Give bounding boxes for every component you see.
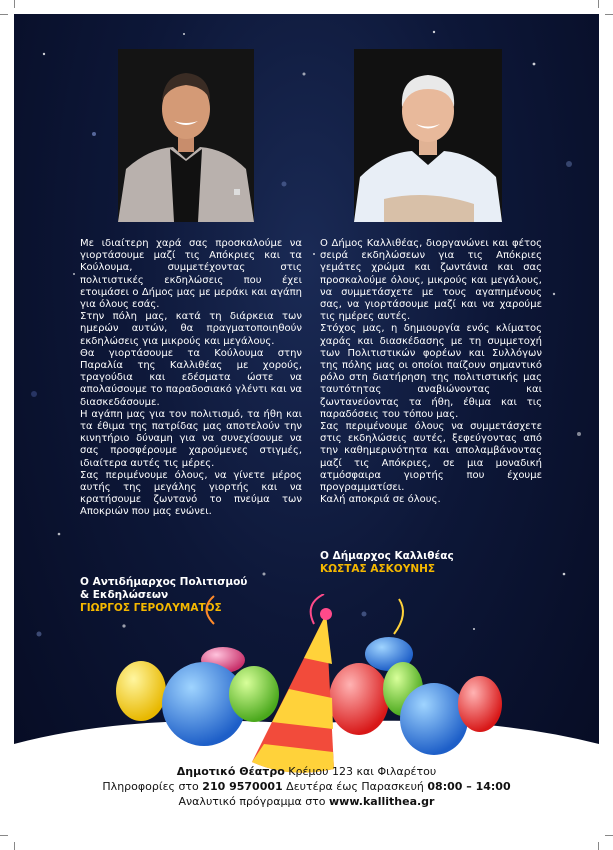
event-footer xyxy=(14,764,599,836)
message-paragraph: Η αγάπη μας για τον πολιτισμό, τα ήθη και τα έθιμα της πατρίδας μας αποτελούν την κινητήριο δύναμη για να συνεχίσουμε να σας προσφέρουμε χαρούμενες στιγμές, ιδιαίτερα αυτές τις μέρες. xyxy=(80,408,302,469)
phone-number: 210 9570001 xyxy=(202,780,283,793)
venue-address: Κρέμου 123 και Φιλαρέτου xyxy=(284,765,437,778)
signature-role: Ο Δήμαρχος Καλλιθέας xyxy=(320,550,454,562)
message-paragraph: Ο Δήμος Καλλιθέας, διοργανώνει και φέτος σειρά εκδηλώσεων για τις Απόκριες γεμάτες χρώμα και ζωντάνια και σας προσκαλούμε όλους, μικρούς και μεγάλους, να συμμετάσχετε με τους αγαπημένους σας, να γιορτάσουμε μαζί και να χαρούμε τις ημέρες αυτές. xyxy=(320,238,542,323)
crop-mark xyxy=(598,0,599,8)
crop-mark xyxy=(605,835,613,836)
venue-name: Δημοτικό Θέατρο xyxy=(176,765,285,778)
message-paragraph: Με ιδιαίτερη χαρά σας προσκαλούμε να γιορτάσουμε μαζί τις Απόκριες και τα Κούλουμα, συμμετέχοντας στις πολιτιστικές εκδηλώσεις που έχει ετοιμάσει ο Δήμος μας με μεράκι και αγάπη για όλους εσάς. xyxy=(80,238,302,311)
message-paragraph: Σας περιμένουμε όλους, να γίνετε μέρος αυτής της μεγάλης γιορτής και να κρατήσουμε ζωντανό το πνεύμα των Αποκριών που μας ενώνει. xyxy=(80,469,302,518)
message-paragraph: Στην πόλη μας, κατά τη διάρκεια των ημερών αυτών, θα πραγματοποιηθούν εκδηλώσεις για μικρούς και μεγάλους. xyxy=(80,311,302,347)
message-paragraph: Καλή αποκριά σε όλους. xyxy=(320,494,441,506)
website-link[interactable]: www.kallithea.gr xyxy=(329,795,435,808)
message-paragraph: Θα γιορτάσουμε τα Κούλουμα στην Παραλία της Καλλιθέας με χορούς, τραγούδια και εδέσματα ώστε να απολαύσουμε το παραδοσιακό γλέντι και να διασκεδάσουμε. xyxy=(80,347,302,408)
program-line xyxy=(14,794,599,809)
signature-role: Ο Αντιδήμαρχος Πολιτισμού xyxy=(80,576,248,588)
signature-role: & Εκδηλώσεων xyxy=(80,589,169,601)
crop-mark xyxy=(14,0,15,8)
flyer-page xyxy=(14,14,599,836)
office-hours: 08:00 – 14:00 xyxy=(427,780,511,793)
message-paragraph: Σας περιμένουμε όλους να συμμετάσχετε στις εκδηλώσεις αυτές, ξεφεύγοντας από την καθημερινότητα και απολαμβάνοντας μαζί τις Απόκριες, σε μια μοναδική ατμόσφαιρα γιορτής που έχουμε προγραμματίσει. xyxy=(320,421,542,494)
crop-mark xyxy=(605,14,613,15)
mayor-signature xyxy=(320,550,550,576)
crop-mark xyxy=(0,14,8,15)
message-paragraph: Στόχος μας, η δημιουργία ενός κλίματος χαράς και διασκέδασης με τη συμμετοχή των Πολιτιστικών φορέων και Συλλόγων της πόλης μας οι οποίοι παίζουν σημαντικό ρόλο στη διατήρηση της πολιτιστικής μας ταυτότητας αναβιώνοντας και ζωντανεύοντας τα ήθη, έθιμα και τις παραδόσεις του τόπου μας. xyxy=(320,323,542,420)
venue-line xyxy=(14,764,599,779)
info-days: Δευτέρα έως Παρασκευή xyxy=(282,780,428,793)
crop-mark xyxy=(14,842,15,850)
portrait-deputy-mayor xyxy=(118,49,254,222)
signature-name: ΚΩΣΤΑΣ ΑΣΚΟΥΝΗΣ xyxy=(320,563,436,575)
info-label: Πληροφορίες στο xyxy=(102,780,203,793)
crop-mark xyxy=(598,842,599,850)
program-label: Αναλυτικό πρόγραμμα στο xyxy=(178,795,330,808)
deputy-mayor-message xyxy=(80,238,302,519)
info-line xyxy=(14,779,599,794)
mayor-message xyxy=(320,238,542,506)
crop-mark xyxy=(0,835,8,836)
signature-name: ΓΙΩΡΓΟΣ ΓΕΡΟΛΥΜΑΤΟΣ xyxy=(80,602,222,614)
portrait-mayor xyxy=(354,49,502,222)
